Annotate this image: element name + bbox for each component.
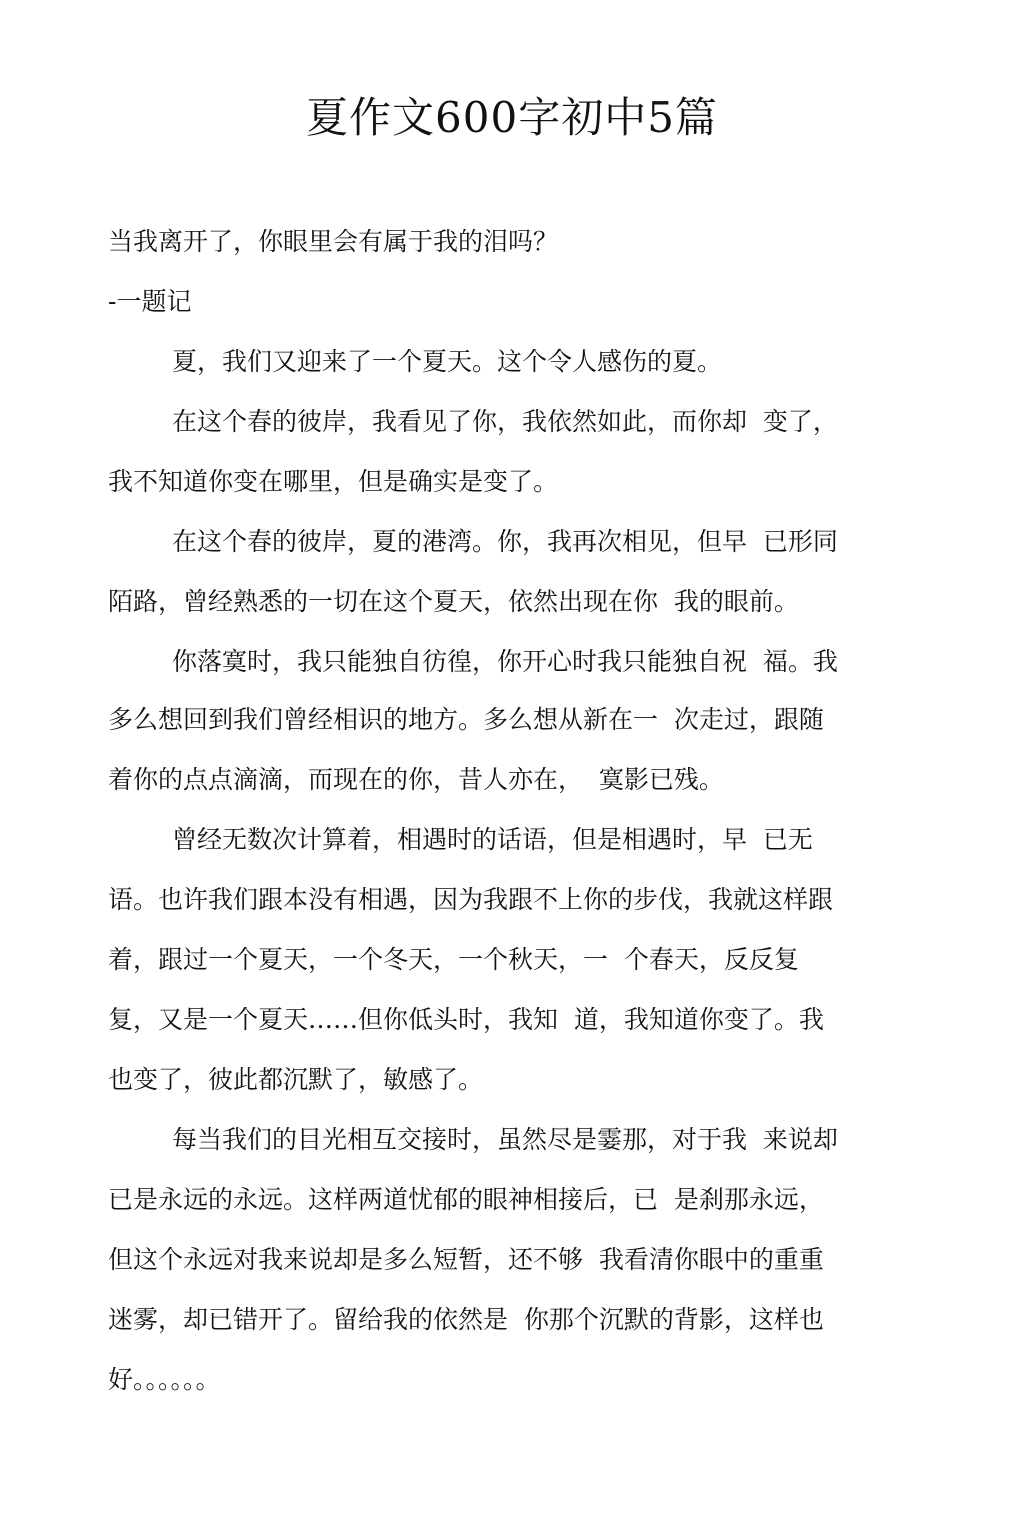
text-line: 我不知道你变在哪里，但是确实是变了。 [108, 467, 559, 496]
text-line: 着，跟过一个夏天，一个冬天，一个秋天，一 个春天，反反复 [108, 945, 799, 974]
text-line: 多么想回到我们曾经相识的地方。多么想从新在一 次走过，跟随 [108, 705, 824, 734]
text-line: -一题记 [108, 287, 192, 316]
text-line: 语。也许我们跟本没有相遇，因为我跟不上你的步伐，我就这样跟 [108, 885, 834, 914]
text-line: 已是永远的永远。这样两道忧郁的眼神相接后，已 是刹那永远， [108, 1185, 824, 1214]
text-line: 每当我们的目光相互交接时，虽然尽是霎那，对于我 来说却 [172, 1125, 838, 1154]
text-line: 迷雾，却已错开了。留给我的依然是 你那个沉默的背影，这样也 [108, 1305, 824, 1334]
text-line: 但这个永远对我来说却是多么短暂，还不够 我看清你眼中的重重 [108, 1245, 824, 1274]
text-line: 你落寞时，我只能独自彷徨，你开心时我只能独自祝 福。我 [172, 647, 838, 676]
text-line: 当我离开了，你眼里会有属于我的泪吗？ [108, 227, 559, 256]
document-title: 夏作文600字初中5篇 [306, 93, 718, 142]
text-line: 陌路，曾经熟悉的一切在这个夏天，依然出现在你 我的眼前。 [108, 587, 799, 616]
text-line: 也变了，彼此都沉默了，敏感了。 [108, 1065, 484, 1094]
text-line: 复，又是一个夏天……但你低头时，我知 道，我知道你变了。我 [108, 1005, 824, 1034]
text-line: 曾经无数次计算着，相遇时的话语，但是相遇时，早 已无 [172, 825, 813, 854]
text-line: 在这个春的彼岸，我看见了你，我依然如此，而你却 变了， [172, 407, 838, 436]
text-line: 着你的点点滴滴，而现在的你，昔人亦在， 寞影已残。 [108, 765, 724, 794]
text-line: 夏，我们又迎来了一个夏天。这个令人感伤的夏。 [172, 347, 723, 376]
text-line: 在这个春的彼岸，夏的港湾。你，我再次相见，但早 已形同 [172, 527, 838, 556]
text-line: 好。。。。。。 [108, 1365, 221, 1394]
